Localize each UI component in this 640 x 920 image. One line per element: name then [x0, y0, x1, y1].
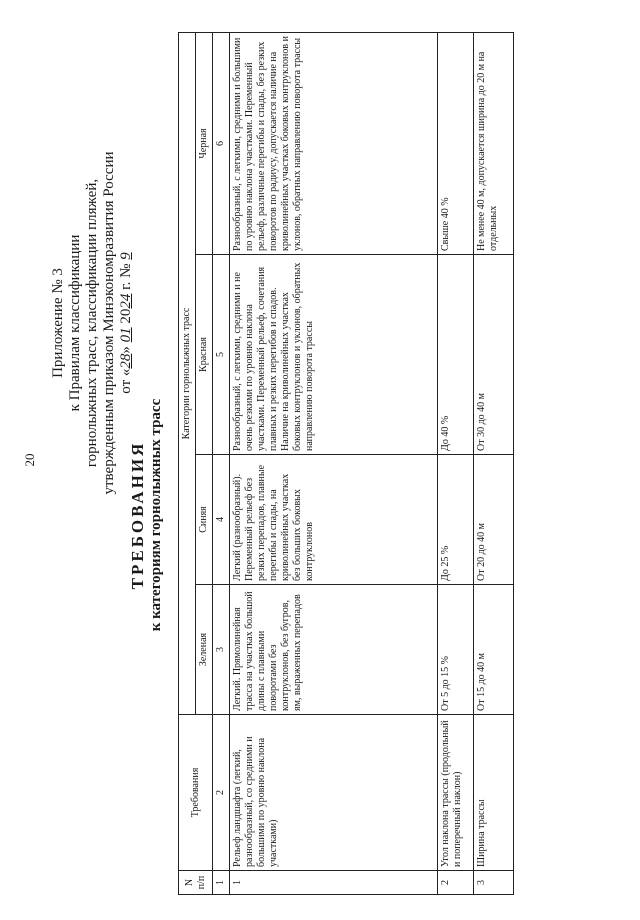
category-blue: Синяя — [196, 455, 213, 585]
table-row — [438, 32, 474, 894]
table-row — [230, 32, 438, 894]
cell-black: Не менее 40 м, допускается ширина до 20 м на отдельных — [474, 32, 514, 254]
cell-black: Свыше 40 % — [438, 32, 474, 254]
table-row — [474, 32, 514, 894]
table-header-row — [179, 32, 196, 894]
index-cell: 5 — [213, 255, 230, 455]
index-cell: 1 — [213, 871, 230, 895]
cell-green: От 15 до 40 м — [474, 585, 514, 715]
annex-block — [50, 33, 135, 613]
annex-line-3: горнолыжных трасс, классификации пляжей, — [84, 178, 100, 468]
date-mid: » — [118, 346, 134, 354]
annex-line-4: утвержденным приказом Минэкономразвития России — [101, 151, 117, 495]
cell-green: Легкий. Прямолинейная трасса на участках большой длины с плавными поворотами без контруклонов, без бугров, ям, выраженных перепадов — [230, 585, 438, 715]
date-month: 01 — [118, 327, 134, 343]
category-black: Черная — [196, 32, 213, 254]
cell-red: Разнообразный, с легкими, средними и не очень резкими по уровню наклона участками. Переменный рельеф, сочетания плавных и резких перегибов и спадов. Наличие на криволинейных участках боковых контруклонов и уклонов, обратных направлению поворота трассы — [230, 255, 438, 455]
cell-blue: До 25 % — [438, 455, 474, 585]
order-number: 9 — [118, 252, 134, 260]
cell-red: До 40 % — [438, 255, 474, 455]
date-prefix: от « — [118, 368, 134, 394]
annex-line-2: к Правилам классификации — [67, 234, 83, 412]
header-num: N п/п — [179, 871, 213, 895]
cell-green: От 5 до 15 % — [438, 585, 474, 715]
cell-blue: От 20 до 40 м — [474, 455, 514, 585]
category-green: Зеленая — [196, 585, 213, 715]
document-title: ТРЕБОВАНИЯ — [128, 440, 147, 590]
row-number: 2 — [438, 871, 474, 895]
cell-red: От 30 до 40 м — [474, 255, 514, 455]
table-index-row — [213, 32, 230, 894]
row-number: 3 — [474, 871, 514, 895]
row-number: 1 — [230, 871, 438, 895]
index-cell: 2 — [213, 715, 230, 871]
row-requirement: Рельеф ландшафта (легкий, разнообразный, со средними и большими по уровню наклона участками) — [230, 715, 438, 871]
annex-title: Приложение № 3 — [50, 268, 66, 378]
date-day: 28 — [118, 353, 134, 369]
requirements-table — [178, 32, 514, 895]
date-year-prefix: 20 — [118, 308, 134, 324]
header-categories: Категории горнолыжных трасс — [179, 32, 196, 714]
index-cell: 3 — [213, 585, 230, 715]
row-requirement: Ширина трассы — [474, 715, 514, 871]
date-year-suffix: г. № — [118, 263, 134, 294]
category-red: Красная — [196, 255, 213, 455]
cell-black: Разнообразный, с легкими, средними и большими по уровню наклона участками. Переменный рельеф, различные перегибы и спады, без резких поворотов по радиусу, допускается наличие на криволинейных участках боковых контруклонов и уклонов, обратных направлению поворота трассы — [230, 32, 438, 254]
index-cell: 4 — [213, 455, 230, 585]
date-year: 24 — [118, 293, 134, 309]
document-heading — [128, 305, 165, 725]
page-number: 20 — [22, 453, 37, 467]
header-requirements: Требования — [179, 715, 213, 871]
index-cell: 6 — [213, 32, 230, 254]
rotated-page-content — [18, 25, 628, 905]
document-subtitle: к категориям горнолыжных трасс — [148, 398, 164, 632]
row-requirement: Угол наклона трассы (продольный и поперечный наклон) — [438, 715, 474, 871]
cell-blue: Легкий (разнообразный). Переменный рельеф без резких перепадов, плавные перегибы и спады, на криволинейных участках без больших боковых контруклонов — [230, 455, 438, 585]
